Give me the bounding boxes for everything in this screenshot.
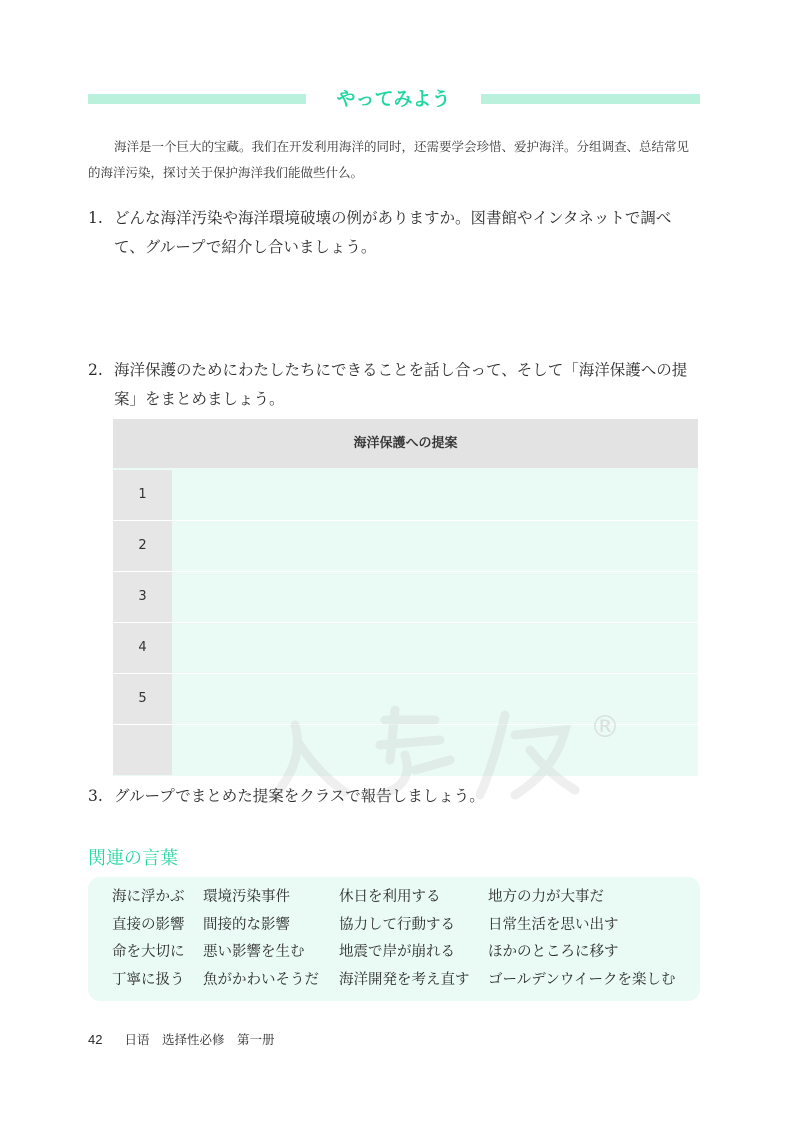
question-number: 2. <box>88 361 103 379</box>
table-row <box>113 470 698 521</box>
vocab-column-4 <box>488 884 675 994</box>
proposal-cell[interactable] <box>172 623 698 673</box>
question-text: 海洋保護のためにわたしたちにできることを話し合って、そして「海洋保護への提案」をまとめましょう。 <box>114 361 688 408</box>
vocab-item: 魚がかわいそうだ <box>203 971 319 988</box>
proposal-cell[interactable] <box>172 521 698 571</box>
row-number <box>113 725 172 775</box>
vocab-item: 地方の力が大事だ <box>488 889 604 905</box>
question-number: 1. <box>88 209 103 227</box>
banner-title: やってみよう <box>336 88 451 110</box>
question-text: どんな海洋汚染や海洋環境破壊の例がありますか。図書館やインタネットで調べて、グループで紹介し合いましょう。 <box>114 209 672 256</box>
vocab-item: ほかのところに移す <box>488 944 619 960</box>
book-title: 日语 选择性必修 第一册 <box>124 1032 275 1047</box>
vocab-column-3 <box>339 884 470 994</box>
section-banner <box>88 84 700 114</box>
question-2 <box>88 356 700 414</box>
table-row <box>113 623 698 674</box>
registered-mark-icon: ® <box>590 710 620 745</box>
vocab-item: 海洋開発を考え直す <box>339 971 470 988</box>
banner-bar-right <box>481 94 700 104</box>
vocab-item: 丁寧に扱う <box>112 971 185 988</box>
vocab-item: 悪い影響を生む <box>203 944 305 960</box>
proposal-table-header: 海洋保護への提案 <box>113 419 698 468</box>
row-number: 4 <box>113 623 172 673</box>
question-number: 3. <box>88 787 103 805</box>
question-3 <box>88 782 700 811</box>
row-number: 3 <box>113 572 172 622</box>
row-number: 1 <box>113 470 172 520</box>
table-row <box>113 521 698 572</box>
vocab-item: 地震で岸が崩れる <box>339 944 455 960</box>
vocab-item: 協力して行動する <box>339 916 455 933</box>
page-footer <box>88 1030 274 1048</box>
intro-paragraph: 海洋是一个巨大的宝藏。我们在开发利用海洋的同时，还需要学会珍惜、爱护海洋。分组调查、总结常见的海洋污染，探讨关于保护海洋我们能做些什么。 <box>88 139 690 180</box>
vocab-column-1 <box>112 884 185 994</box>
vocab-item: 環境汚染事件 <box>203 889 290 905</box>
question-text: グループでまとめた提案をクラスで報告しましょう。 <box>114 787 485 805</box>
banner-bar-left <box>88 94 306 104</box>
vocab-item: 海に浮かぶ <box>112 889 185 905</box>
vocab-column-2 <box>203 884 319 994</box>
row-number: 2 <box>113 521 172 571</box>
row-number: 5 <box>113 674 172 724</box>
proposal-cell[interactable] <box>172 470 698 520</box>
proposal-cell[interactable] <box>172 572 698 622</box>
question-1 <box>88 204 700 262</box>
vocab-item: 間接的な影響 <box>203 916 290 933</box>
page-number: 42 <box>88 1032 103 1047</box>
vocab-section-title: 関連の言葉 <box>88 848 178 869</box>
vocab-box <box>88 877 700 1001</box>
vocab-item: 休日を利用する <box>339 889 441 905</box>
vocab-item: ゴールデンウイークを楽しむ <box>488 971 676 988</box>
vocab-item: 日常生活を思い出す <box>488 916 619 933</box>
vocab-item: 直接の影響 <box>112 916 185 933</box>
table-row <box>113 572 698 623</box>
vocab-item: 命を大切に <box>112 944 185 960</box>
